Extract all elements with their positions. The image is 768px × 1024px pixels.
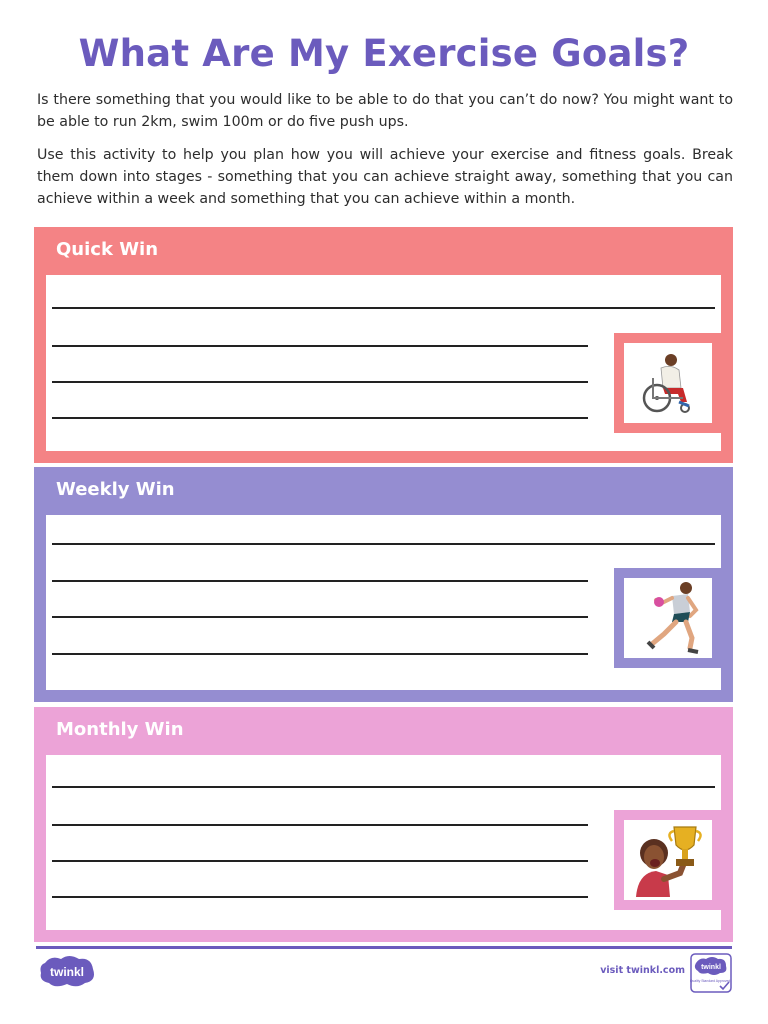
wheelchair-athlete-icon [633,348,703,418]
visit-twinkl-link[interactable]: visit twinkl.com [600,965,685,976]
writing-line[interactable] [52,860,588,862]
badge-caption: Quality Standard Approved [690,979,731,983]
quick-win-heading: Quick Win [56,239,159,260]
writing-line[interactable] [52,345,588,347]
writing-line[interactable] [52,896,588,898]
writing-line[interactable] [52,543,715,545]
intro-paragraph-2: Use this activity to help you plan how you will achieve your exercise and fitness goals. Break them down into stages - something that you can achieve straight away, something that you can achieve within a week and something that you can achieve within a month. [37,147,733,207]
page-title: What Are My Exercise Goals? [78,32,690,75]
weekly-win-section [34,467,733,702]
writing-line[interactable] [52,786,715,788]
monthly-win-heading: Monthly Win [56,719,184,740]
writing-line[interactable] [52,580,588,582]
quick-win-section [34,227,733,463]
writing-line[interactable] [52,417,588,419]
writing-line[interactable] [52,307,715,309]
writing-line[interactable] [52,381,588,383]
badge-logo-text: twinkl [701,964,721,971]
twinkl-logo [37,953,97,989]
writing-line[interactable] [52,616,588,618]
weekly-win-picture [614,568,722,668]
logo-text: twinkl [49,965,85,979]
quick-win-picture [614,333,722,433]
quality-standard-badge [690,953,732,993]
monthly-win-picture [614,810,722,910]
monthly-win-section [34,707,733,942]
writing-line[interactable] [52,824,588,826]
runner-icon [632,578,704,658]
intro-paragraph-1: Is there something that you would like to be able to do that you can’t do now? You might want to be able to run 2km, swim 100m or do five push ups. [37,92,733,130]
writing-line[interactable] [52,653,588,655]
weekly-win-heading: Weekly Win [56,479,175,500]
footer-divider [36,946,732,949]
trophy-winner-icon [630,823,706,897]
